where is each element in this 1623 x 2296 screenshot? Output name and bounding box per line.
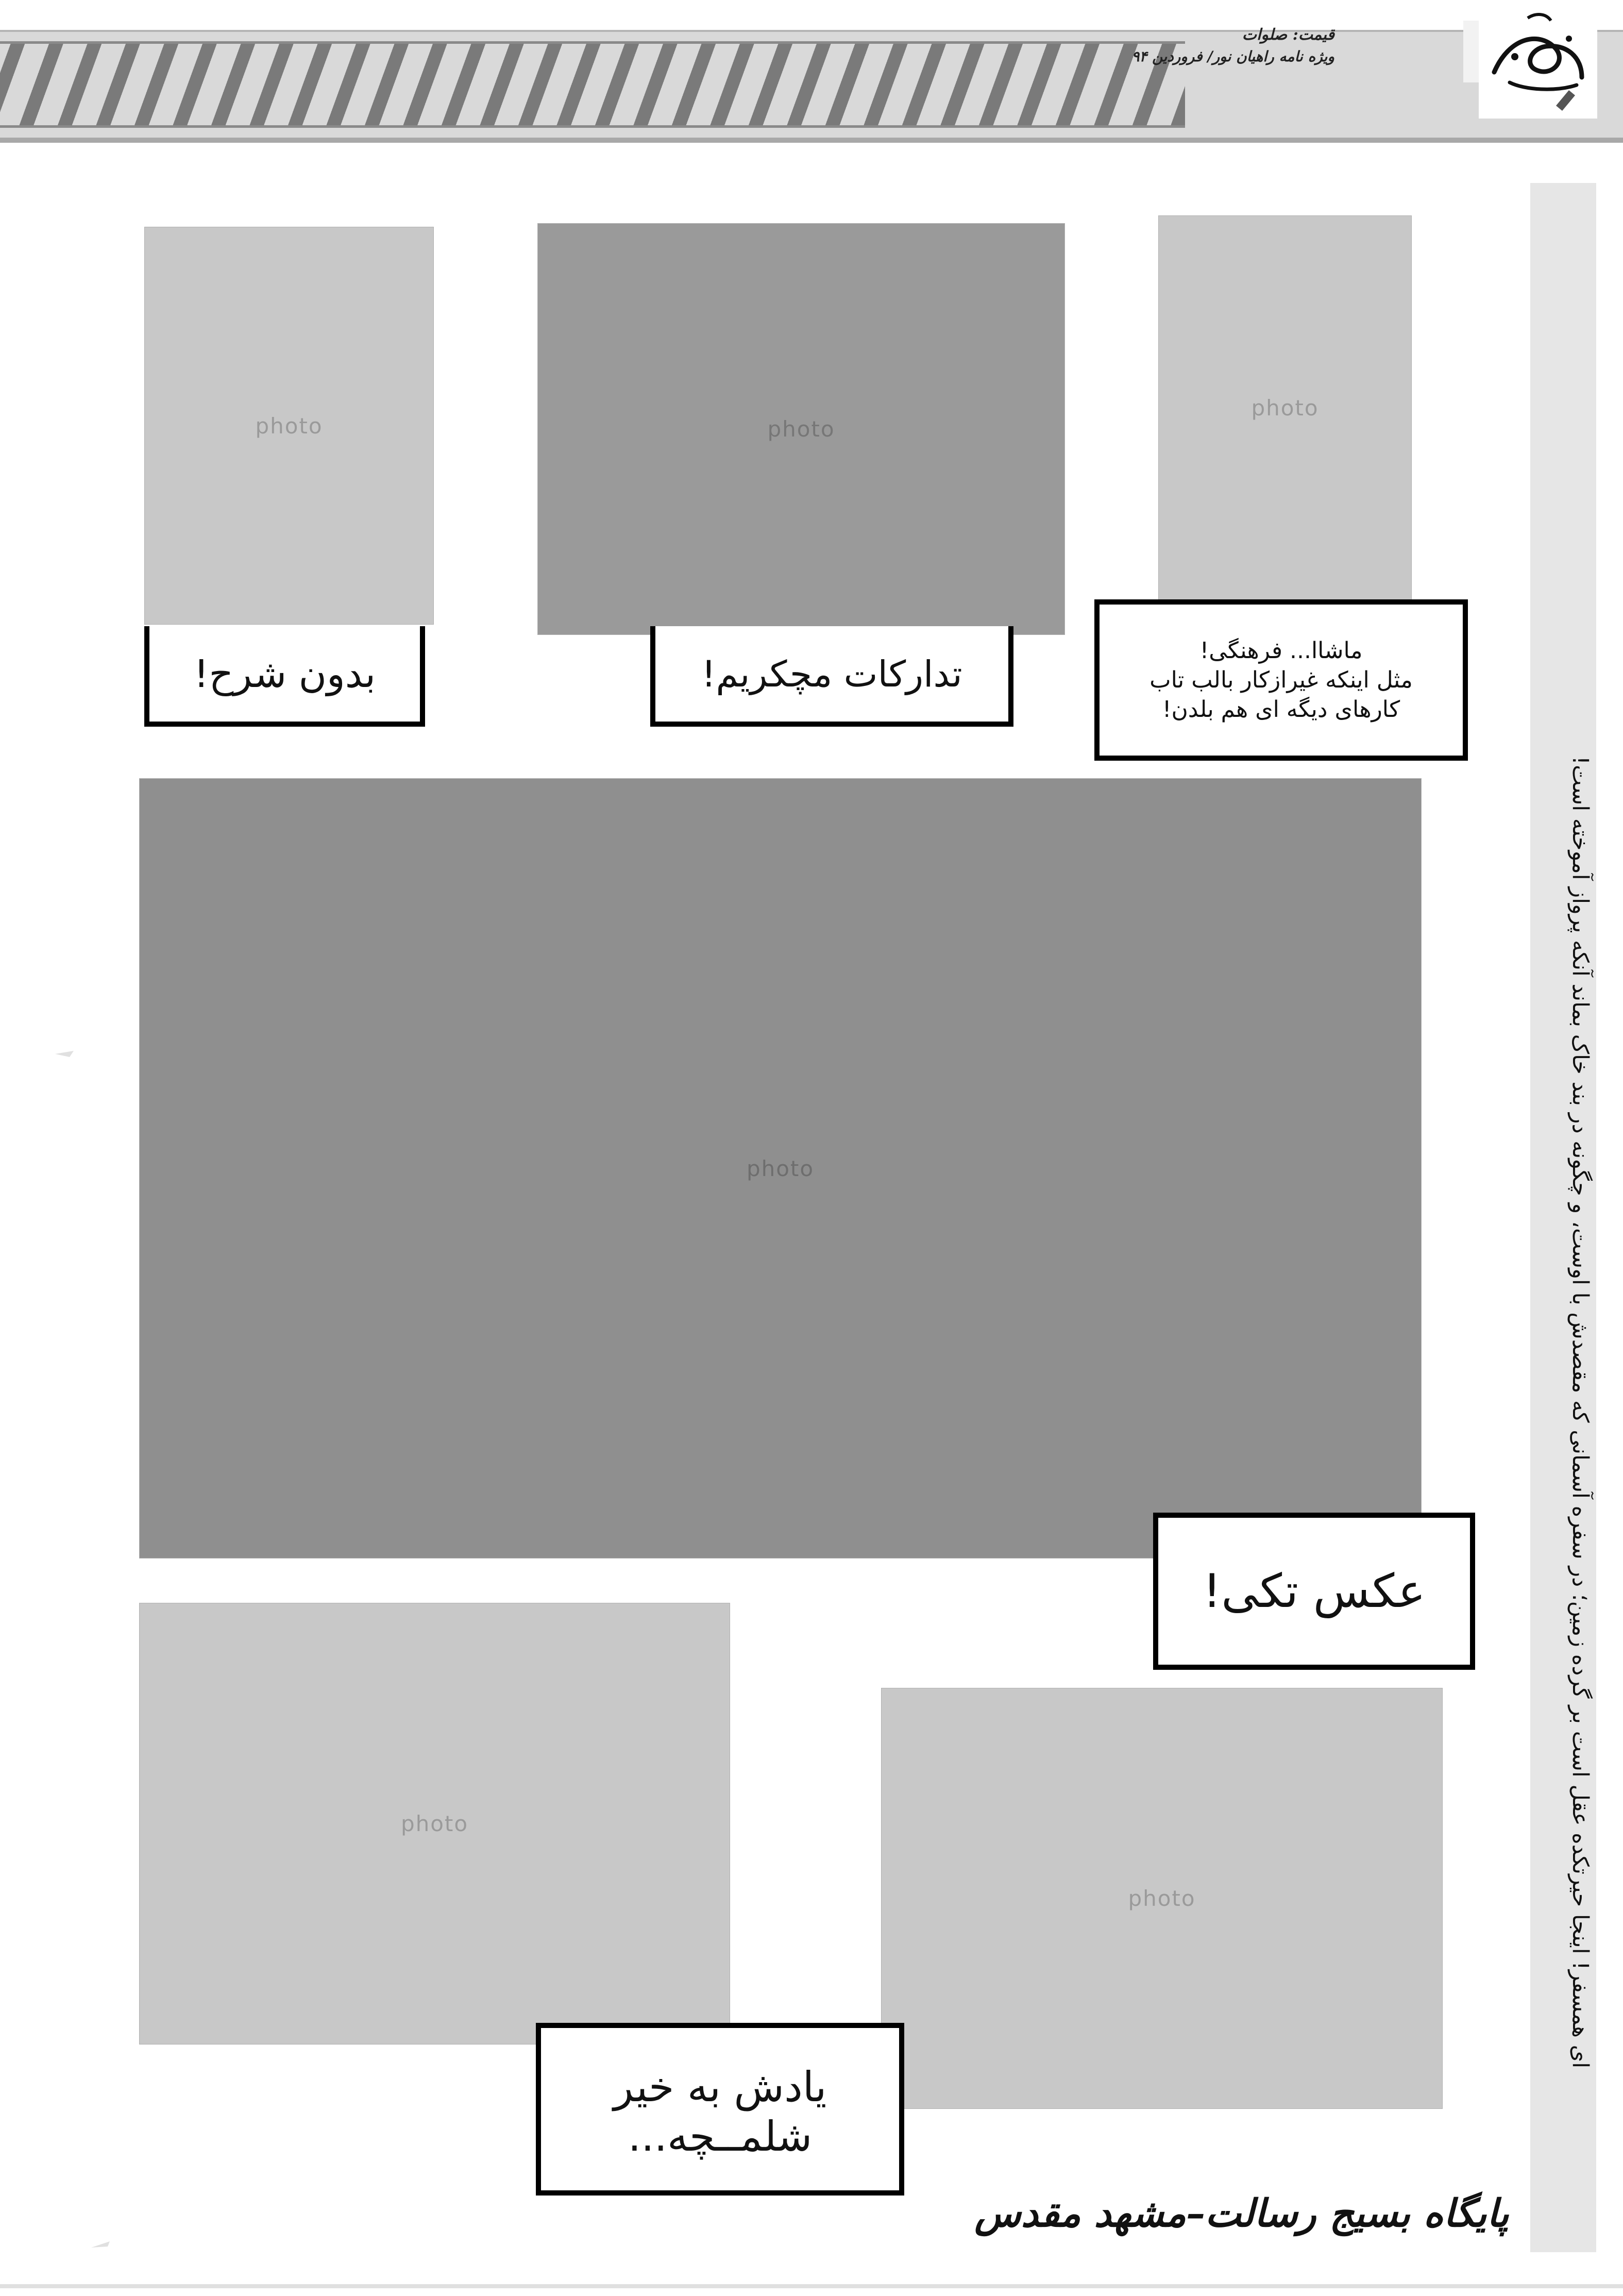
photo-group: photo <box>139 778 1422 1558</box>
stray-mark <box>90 2239 111 2250</box>
caption-line-1: یادش به خیر <box>613 2063 827 2111</box>
price-line: قیمت: صلوات <box>1242 26 1334 44</box>
caption-line-2: شلمــچه... <box>628 2112 813 2160</box>
header-stripes <box>0 41 1185 128</box>
footer-title: پایگاه بسیج رسالت–مشهد مقدس <box>974 2191 1509 2236</box>
photo-soldier: photo <box>144 227 434 625</box>
stray-mark <box>54 1049 75 1059</box>
caption-single-photo <box>1153 1513 1475 1670</box>
header-info <box>1131 26 1334 65</box>
header-band <box>0 30 1623 143</box>
caption-shalamcheh <box>536 2023 904 2196</box>
caption-text: بدون شرح! <box>193 651 376 696</box>
caption-cultural <box>1094 599 1468 761</box>
caption-line-2: مثل اینکه غیرازکار بالب تاب <box>1149 666 1413 693</box>
photo-walkers: photo <box>881 1688 1443 2109</box>
issue-line: ویژه نامه راهیان نور/ فروردین ۹۴ <box>1131 48 1334 65</box>
caption-supplies <box>650 626 1013 727</box>
side-quote-text: ای همسفر! اینجا حیرتکده عقل است بر گرده زمین؛ در سفره آسمانی که مقصدش با اوست، و چگونه در بند خاک بماند آنکه پرواز آموخته است! <box>1567 756 1593 2069</box>
caption-no-comment <box>144 626 425 727</box>
photo-mosque: photo <box>139 1603 730 2044</box>
footer-divider <box>0 2284 1623 2288</box>
photo-bus-passengers: photo <box>537 223 1065 635</box>
caption-line-1: ماشاا... فرهنگی! <box>1199 637 1363 664</box>
caption-line-3: کارهای دیگه ای هم بلدن! <box>1162 696 1400 723</box>
caption-text: عکس تکی! <box>1203 1564 1426 1618</box>
photo-man-at-table: photo <box>1158 215 1412 600</box>
publication-logo <box>1479 0 1597 119</box>
caption-text: تدارکات مچکریم! <box>701 652 962 695</box>
